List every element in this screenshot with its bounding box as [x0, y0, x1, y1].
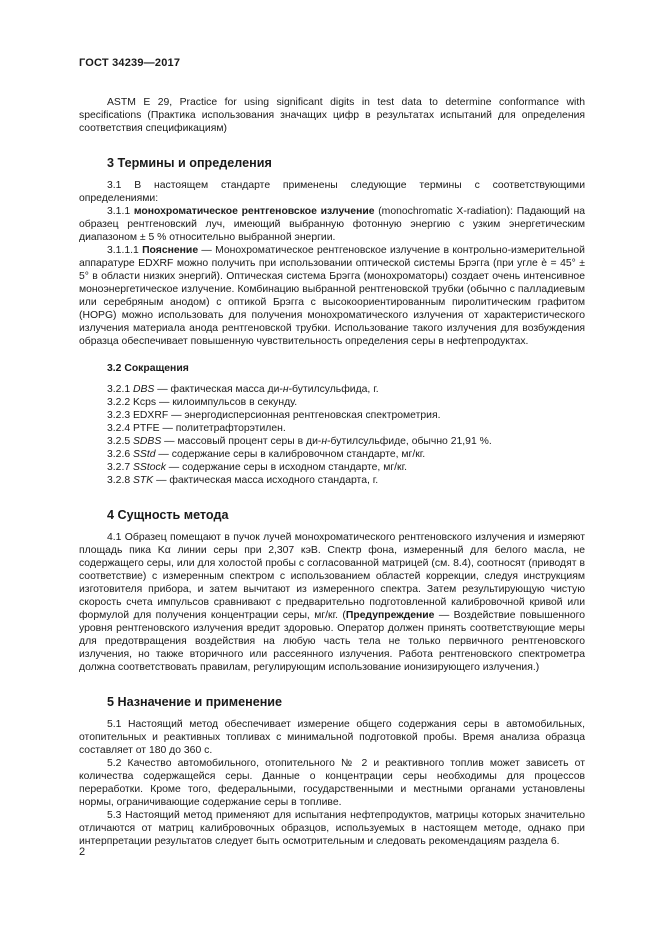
abbreviation-number: 3.2.3 [107, 410, 133, 421]
abbreviation-item [79, 383, 585, 396]
abbreviation-item [79, 435, 585, 448]
abbreviation-number: 3.2.8 [107, 475, 133, 486]
abbreviation-definition-end: -бутилсульфиде, обычно 21,91 %. [327, 436, 492, 447]
abbreviation-item [79, 448, 585, 461]
subsection-3-2-title: 3.2 Сокращения [107, 363, 189, 374]
standard-header: ГОСТ 34239—2017 [79, 57, 181, 69]
paragraph-3-1-1-1-text: — Монохроматическое рентгеновское излучение в контрольно-измерительной аппаратуре EDXRF можно получить при использовании оптической системы Брэгга (при угле è = 45° ± 5° в области низких энергий). Оптическая система Брэгга (монохроматоры) создает очень интенсивное моноэнергетическое излучение. Комбинацию выбранной рентгеновской трубки (обычно с палладиевым или серебряным анодом) с оптикой Брэгга с высокоориентированным пиролитическим графитом (HOPG) можно использовать для получения монохроматического излучения от характеристического излучения материала анода рентгеновской трубки. Использование такого излучения для возбуждения образца обеспечивает повышенную чувствительность определения серы в нефтепродуктах. [79, 245, 585, 347]
paragraph-4-1-text: 4.1 Образец помещают в пучок лучей монохроматического рентгеновского излучения и измеряют площадь пика Kα линии серы при 2,307 кэВ. Спектр фона, измеренный для белого масла, не содержащего серы, или для холостой пробы с согласованной матрицей (см. 8.4), соотносят (приводят в соответствие) с измеренным спектром с использованием областей коррекции, следуя инструкциям изготовителя прибора, и затем вычитают из измеренного спектра. Затем результирующую чистую скорость счета импульсов сравнивают с предварительно подготовленной калибровочной кривой или формулой для получения концентрации серы, мг/кг. ( [79, 532, 585, 621]
abbreviation-definition: — фактическая масса ди- [154, 384, 283, 395]
abbreviation-item [79, 422, 585, 435]
abbreviation-item [79, 396, 585, 409]
reference-astm-e29: ASTM E 29, Practice for using significant digits in test data to determine conformance with specifications (Практика использования значащих цифр в результатах испытаний для определения соответствия спецификациям) [79, 97, 585, 134]
abbreviation-list [79, 383, 585, 487]
abbreviation-definition-end: -бутилсульфида, г. [288, 384, 379, 395]
paragraph-5-3: 5.3 Настоящий метод применяют для испытания нефтепродуктов, матрицы которых значительно отличаются от матриц калибровочных образцов, используемых в настоящем методе, однако при интерпретации результатов следует быть осмотрительным и следовать рекомендациям раздела 6. [79, 810, 585, 847]
abbreviation-number: 3.2.5 [107, 436, 133, 447]
abbreviation-number: 3.2.4 [107, 423, 133, 434]
note-label: Пояснение [142, 245, 199, 256]
abbreviation-number: 3.2.2 [107, 397, 133, 408]
paragraph-5-1: 5.1 Настоящий метод обеспечивает измерение общего содержания серы в автомобильных, отопительных и реактивных топливах с минимальной подготовкой пробы. Время анализа образца составляет от 180 до 360 с. [79, 719, 585, 756]
paragraph-5-2: 5.2 Качество автомобильного, отопительного № 2 и реактивного топлив может зависеть от количества содержащейся серы. Данные о концентрации серы необходимы для процессов переработки. Кроме того, федеральными, государственными и местными органами установлены нормы, ограничивающие содержание серы в топливе. [79, 758, 585, 808]
abbreviation-term: SDBS [133, 436, 162, 447]
abbreviation-number: 3.2.7 [107, 462, 133, 473]
abbreviation-term: STK [133, 475, 154, 486]
abbreviation-definition: — содержание серы в исходном стандарте, мг/кг. [165, 462, 407, 473]
paragraph-3-1: 3.1 В настоящем стандарте применены следующие термины с соответствующими определениями: [79, 180, 585, 204]
abbreviation-item [79, 409, 585, 422]
abbreviation-item [79, 461, 585, 474]
term-monochromatic-xray: монохроматическое рентгеновское излучение [133, 206, 375, 217]
abbreviation-definition: EDXRF — энергодисперсионная рентгеновская спектрометрия. [133, 410, 441, 421]
abbreviation-definition: PTFE — политетрафторэтилен. [133, 423, 286, 434]
abbreviation-definition: — содержание серы в калибровочном стандарте, мг/кг. [155, 449, 426, 460]
abbreviation-number: 3.2.1 [107, 384, 133, 395]
paragraph-3-1-1-text: (monochromatic X-radiation): Падающий на образец рентгеновский луч, имеющий выбранную фотонную энергию с узким энергетическим диапазоном ± 5 % относительно выбранной энергии. [79, 206, 585, 243]
paragraph-3-1-1 [79, 205, 585, 244]
abbreviation-definition-italic: н [282, 384, 289, 395]
paragraph-4-1-warning-text: — Воздействие повышенного уровня рентгеновского излучения вредит здоровью. Оператор должен принять соответствующие меры для предотвращения воздействия на любую часть тела не только первичного рентгеновского излучения, но также вторичного или рассеянного излучения. Работа рентгеновского спектрометра должна соответствовать правилам, регулирующим использование ионизирующего излучения.) [79, 610, 585, 673]
section-4-title: 4 Сущность метода [107, 508, 229, 522]
abbreviation-term: DBS [133, 384, 155, 395]
abbreviation-number: 3.2.6 [107, 449, 133, 460]
abbreviation-term: SStd [133, 449, 156, 460]
abbreviation-term: SStock [133, 462, 166, 473]
page-content [79, 96, 585, 848]
abbreviation-definition-italic: н [321, 436, 328, 447]
abbreviation-definition: — фактическая масса исходного стандарта, г. [153, 475, 379, 486]
paragraph-3-1-1-number: 3.1.1 [107, 206, 134, 217]
paragraph-4-1 [79, 531, 585, 674]
page-number: 2 [79, 846, 86, 858]
paragraph-3-1-1-1 [79, 244, 585, 348]
paragraph-3-1-1-1-number: 3.1.1.1 [107, 245, 143, 256]
abbreviation-definition: Kcps — килоимпульсов в секунду. [133, 397, 298, 408]
warning-label: Предупреждение [345, 610, 435, 621]
section-5-title: 5 Назначение и применение [107, 695, 283, 709]
abbreviation-definition: — массовый процент серы в ди- [161, 436, 322, 447]
section-3-title: 3 Термины и определения [107, 156, 272, 170]
abbreviation-item [79, 474, 585, 487]
